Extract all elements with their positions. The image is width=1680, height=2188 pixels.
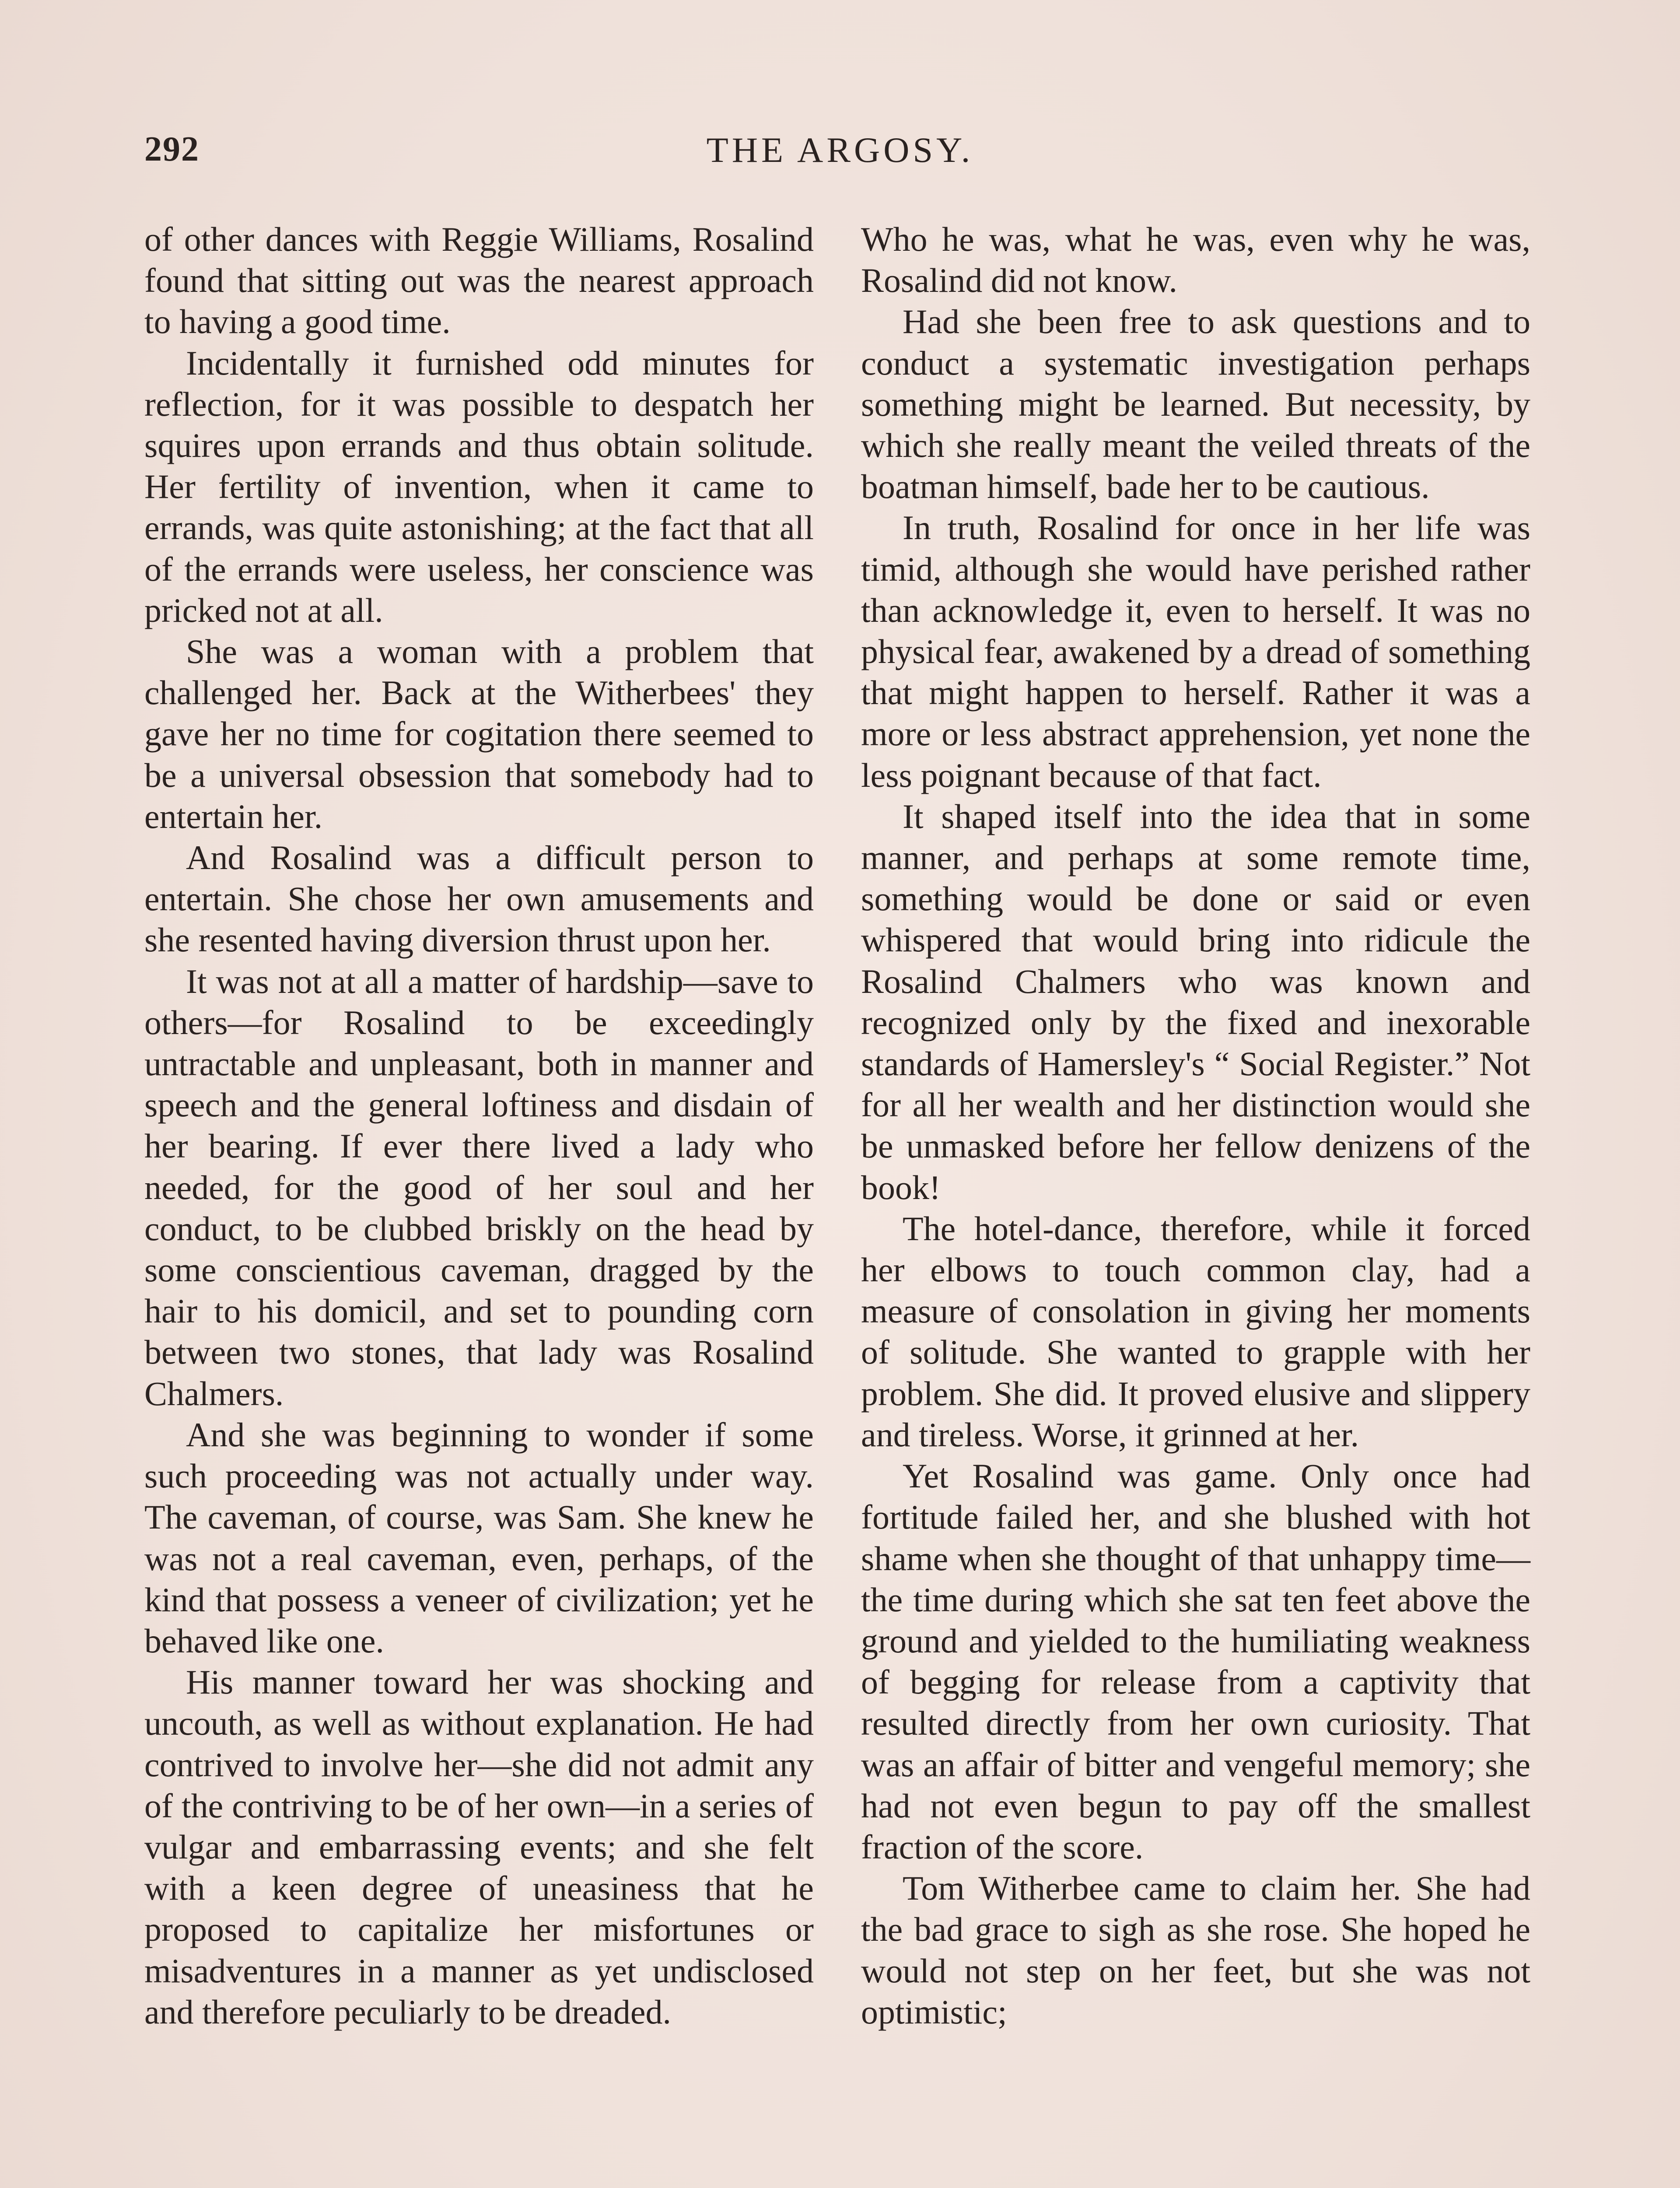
paragraph: of other dances with Reggie Williams, Rosalind found that sitting out was the nearest approach to having a good time. <box>144 220 814 341</box>
paragraph: And she was beginning to wonder if some such proceeding was not actually under way. The caveman, of course, was Sam. She knew he was not a real caveman, even, perhaps, of the kind that possess a veneer of civilization; yet he behaved like one. <box>144 1415 814 1660</box>
running-title: THE ARGOSY. <box>706 130 974 170</box>
right-column <box>861 219 1530 2033</box>
paragraph: Incidentally it furnished odd minutes for reflection, for it was possible to despatch her squires upon errands and thus obtain solitude. Her fertility of invention, when it came to errands, was quite astonishing; at the fact that all of the errands were useless, her conscience was pricked not at all. <box>144 344 814 629</box>
left-column <box>144 219 814 2033</box>
paragraph: Who he was, what he was, even why he was, Rosalind did not know. <box>861 220 1530 300</box>
paragraph: It was not at all a matter of hardship—save to others—for Rosalind to be exceedingly untractable and unpleasant, both in manner and speech and the general loftiness and disdain of her bearing. If ever there lived a lady who needed, for the good of her soul and her conduct, to be clubbed briskly on the head by some conscientious caveman, dragged by the hair to his domicil, and set to pounding corn between two stones, that lady was Rosalind Chalmers. <box>144 962 814 1413</box>
paragraph: It shaped itself into the idea that in some manner, and perhaps at some remote time, something would be done or said or even whispered that would bring into ridicule the Rosalind Chalmers who was known and recognized only by the fixed and inexorable standards of Hamersley's “ Social Register.” Not for all her wealth and her distinction would she be unmasked before her fellow denizens of the book! <box>861 797 1530 1206</box>
paragraph: His manner toward her was shocking and uncouth, as well as without explanation. He had contrived to involve her—she did not admit any of the contriving to be of her own—in a series of vulgar and embarrassing events; and she felt with a keen degree of uneasiness that he proposed to capitalize her misfortunes or misadventures in a manner as yet undisclosed and therefore peculiarly to be dreaded. <box>144 1663 814 2031</box>
page-header <box>144 130 1536 182</box>
paragraph: Tom Witherbee came to claim her. She had the bad grace to sigh as she rose. She hoped he would not step on her feet, but she was not optimistic; <box>861 1869 1530 2031</box>
paragraph: The hotel-dance, therefore, while it forced her elbows to touch common clay, had a measure of consolation in giving her moments of solitude. She wanted to grapple with her problem. She did. It proved elusive and slippery and tireless. Worse, it grinned at her. <box>861 1209 1530 1454</box>
paragraph: And Rosalind was a difficult person to entertain. She chose her own amusements and she resented having diversion thrust upon her. <box>144 838 814 959</box>
paragraph: In truth, Rosalind for once in her life was timid, although she would have perished rather than acknowledge it, even to herself. It was no physical fear, awakened by a dread of something that might happen to herself. Rather it was a more or less abstract apprehension, yet none the less poignant because of that fact. <box>861 508 1530 794</box>
paragraph: Had she been free to ask questions and to conduct a systematic investigation perhaps something might be learned. But necessity, by which she really meant the veiled threats of the boatman himself, bade her to be cautious. <box>861 302 1530 506</box>
paragraph: She was a woman with a problem that challenged her. Back at the Witherbees' they gave her no time for cogitation there seemed to be a universal obsession that somebody had to entertain her. <box>144 632 814 835</box>
paragraph: Yet Rosalind was game. Only once had fortitude failed her, and she blushed with hot shame when she thought of that unhappy time—the time during which she sat ten feet above the ground and yielded to the humiliating weakness of begging for release from a captivity that resulted directly from her own curiosity. That was an affair of bitter and vengeful memory; she had not even begun to pay off the smallest fraction of the score. <box>861 1457 1530 1866</box>
page-number: 292 <box>144 130 200 168</box>
